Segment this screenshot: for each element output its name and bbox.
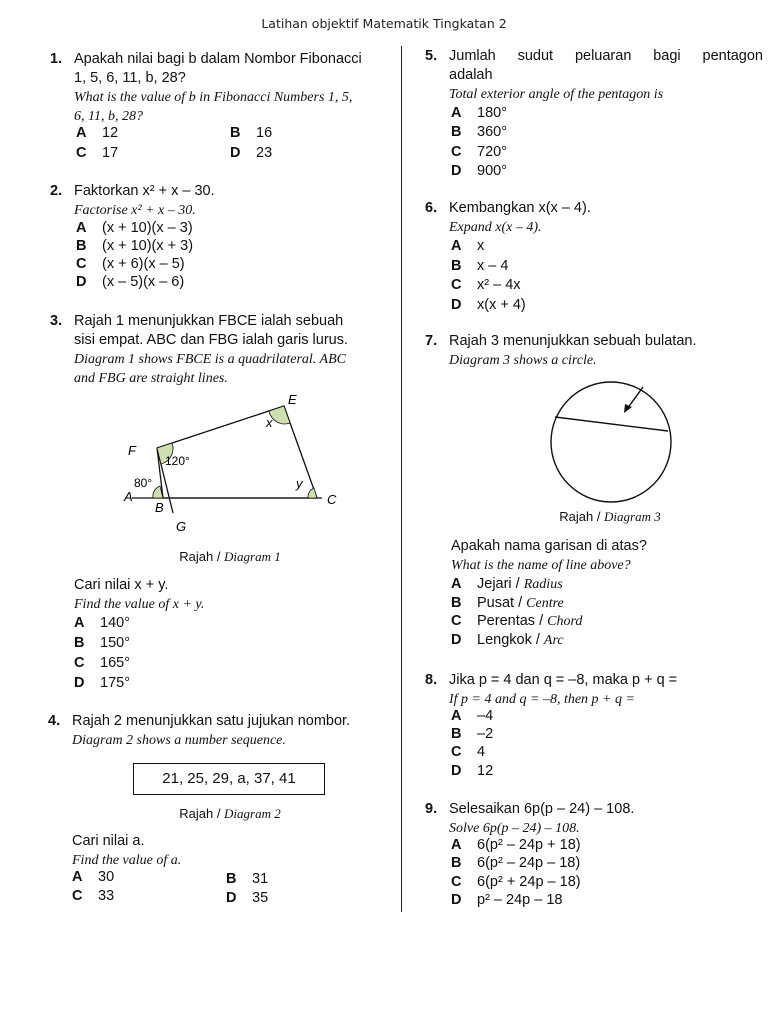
option-c[interactable]: C 165° <box>74 655 130 671</box>
question-number: 8. <box>425 672 438 688</box>
pointer-arrow <box>627 387 643 409</box>
option-b[interactable]: B 150° <box>74 635 130 651</box>
question-text-en: Factorise x² + x – 30. <box>74 203 196 218</box>
option-d[interactable]: D 12 <box>451 763 494 779</box>
chord-line <box>555 417 668 431</box>
question-text-en: 6, 11, b, 28? <box>74 109 143 124</box>
question-text-ms: Selesaikan 6p(p – 24) – 108. <box>449 801 635 817</box>
vertex-label: F <box>128 443 136 458</box>
angle-label: x <box>266 415 273 430</box>
question-number: 5. <box>425 48 438 64</box>
option-a[interactable]: A (x + 10)(x – 3) <box>76 220 193 236</box>
question-number: 4. <box>48 713 61 729</box>
option-c[interactable]: C 6(p² + 24p – 18) <box>451 874 581 890</box>
question-text-en: Find the value of x + y. <box>74 597 205 612</box>
question-2 <box>50 182 395 220</box>
question-text-en: Diagram 1 shows FBCE is a quadrilateral. ABC <box>74 352 346 367</box>
page-header: Latihan objektif Matematik Tingkatan 2 <box>261 16 507 31</box>
option-c[interactable]: C x² – 4x <box>451 277 521 293</box>
question-7 <box>425 332 763 370</box>
question-text-ms: Apakah nilai bagi b dalam Nombor Fibonacci <box>74 51 362 67</box>
question-1 <box>50 50 395 126</box>
question-text-en: Total exterior angle of the pentagon is <box>449 87 664 102</box>
question-text-ms: Faktorkan x² + x – 30. <box>74 183 215 199</box>
question-number: 7. <box>425 333 438 349</box>
vertex-label: B <box>155 500 164 515</box>
option-c[interactable]: C 4 <box>451 744 486 760</box>
option-b[interactable]: B 31 <box>226 871 269 887</box>
arrowhead <box>624 404 632 413</box>
question-number: 3. <box>50 313 63 329</box>
question-text-en: If p = 4 and q = –8, then p + q = <box>449 692 635 707</box>
question-text-en: Expand x(x – 4). <box>449 220 542 235</box>
question-9 <box>425 800 763 838</box>
question-4 <box>48 712 398 750</box>
question-text-ms: Kembangkan x(x – 4). <box>449 200 591 216</box>
question-number: 9. <box>425 801 438 817</box>
option-b[interactable]: B 6(p² – 24p – 18) <box>451 855 581 871</box>
question-text-en: What is the value of b in Fibonacci Numbers 1, 5, <box>74 90 353 105</box>
angle-y-marker <box>308 488 317 498</box>
question-3-ask <box>74 576 394 614</box>
question-text-ms: Rajah 2 menunjukkan satu jujukan nombor. <box>72 713 351 729</box>
option-b[interactable]: B (x + 10)(x + 3) <box>76 238 194 254</box>
option-d[interactable]: D 23 <box>230 145 273 161</box>
circle-outline <box>551 382 671 502</box>
option-c[interactable]: C 720° <box>451 144 507 160</box>
question-4-ask <box>72 832 392 870</box>
diagram-3-caption: Rajah / Diagram 3 <box>559 509 661 524</box>
option-b[interactable]: B –2 <box>451 726 494 742</box>
option-b[interactable]: B 360° <box>451 124 507 140</box>
diagram-2-caption: Rajah / Diagram 2 <box>179 806 281 821</box>
question-8 <box>425 671 763 709</box>
question-6 <box>425 199 763 237</box>
option-c[interactable]: C 33 <box>72 888 115 904</box>
angle-label: y <box>296 476 303 491</box>
question-text-ms: sisi empat. ABC dan FBG ialah garis lurus. <box>74 332 349 348</box>
column-divider <box>401 46 402 912</box>
diagram-1-caption: Rajah / Diagram 1 <box>179 549 281 564</box>
question-text-ms: Cari nilai a. <box>72 833 145 849</box>
diagram-1-quadrilateral <box>110 388 360 538</box>
question-number: 1. <box>50 51 63 67</box>
option-d[interactable]: D 35 <box>226 890 269 906</box>
question-text-ms: Rajah 3 menunjukkan sebuah bulatan. <box>449 333 697 349</box>
quadrilateral-fbce <box>157 406 317 498</box>
vertex-label: G <box>176 519 187 534</box>
angle-label: 80° <box>134 476 153 490</box>
question-number: 2. <box>50 183 63 199</box>
option-d[interactable]: D 900° <box>451 163 507 179</box>
question-text-en: and FBG are straight lines. <box>74 371 228 386</box>
question-number: 6. <box>425 200 438 216</box>
question-text-en: What is the name of line above? <box>451 558 631 573</box>
question-text-en: Solve 6p(p – 24) – 108. <box>449 821 580 836</box>
option-b[interactable]: B x – 4 <box>451 258 509 274</box>
number-sequence-box: 21, 25, 29, a, 37, 41 <box>133 763 325 795</box>
option-a[interactable]: A –4 <box>451 708 494 724</box>
question-text-ms: adalah <box>449 67 493 83</box>
option-a[interactable]: A 12 <box>76 125 119 141</box>
vertex-label: E <box>288 392 297 407</box>
question-text-ms: Cari nilai x + y. <box>74 577 169 593</box>
option-a[interactable]: A 140° <box>74 615 130 631</box>
option-a[interactable]: A 180° <box>451 105 507 121</box>
diagram-3-circle <box>545 375 675 510</box>
option-a[interactable]: A 30 <box>72 869 115 885</box>
angle-label: 120° <box>165 454 190 468</box>
option-d[interactable]: D 175° <box>74 675 130 691</box>
vertex-label: C <box>327 492 337 507</box>
option-c[interactable]: C Perentas / Chord <box>451 613 583 629</box>
option-d[interactable]: D Lengkok / Arc <box>451 632 564 648</box>
option-b[interactable]: B Pusat / Centre <box>451 595 564 611</box>
question-7-ask <box>451 537 761 575</box>
option-a[interactable]: A 6(p² – 24p + 18) <box>451 837 581 853</box>
option-a[interactable]: A x <box>451 238 485 254</box>
question-text-en: Diagram 2 shows a number sequence. <box>72 733 286 748</box>
option-b[interactable]: B 16 <box>230 125 273 141</box>
option-d[interactable]: D x(x + 4) <box>451 297 526 313</box>
option-d[interactable]: D p² – 24p – 18 <box>451 892 563 908</box>
question-text-en: Find the value of a. <box>72 853 182 868</box>
option-a[interactable]: A Jejari / Radius <box>451 576 563 592</box>
option-c[interactable]: C (x + 6)(x – 5) <box>76 256 185 272</box>
question-text-ms: 1, 5, 6, 11, b, 28? <box>74 70 186 86</box>
option-c[interactable]: C 17 <box>76 145 119 161</box>
option-d[interactable]: D (x – 5)(x – 6) <box>76 274 185 290</box>
vertex-label: A <box>124 489 133 504</box>
question-text-ms: Jika p = 4 dan q = –8, maka p + q = <box>449 672 678 688</box>
question-text-en: Diagram 3 shows a circle. <box>449 353 597 368</box>
question-text-ms: Apakah nama garisan di atas? <box>451 538 647 554</box>
question-5 <box>425 47 763 104</box>
question-text-ms: Rajah 1 menunjukkan FBCE ialah sebuah <box>74 313 344 329</box>
question-3 <box>50 312 395 388</box>
question-text-ms: Jumlah sudut peluaran bagi pentagon <box>449 48 763 64</box>
